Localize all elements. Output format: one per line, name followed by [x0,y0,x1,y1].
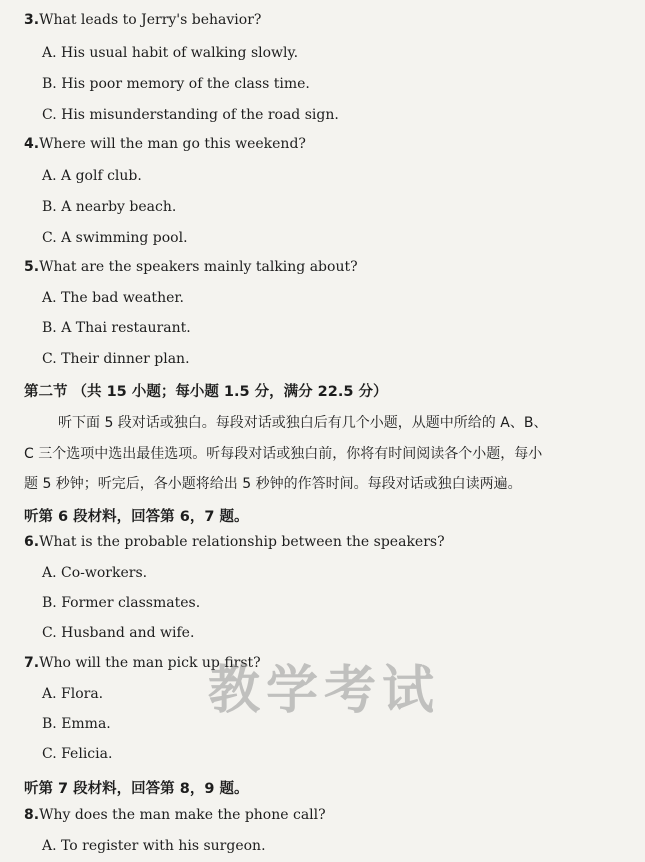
question-6-option-c: C. Husband and wife. [42,625,195,641]
question-4-option-b: B. A nearby beach. [42,199,177,215]
question-8-option-a: A. To register with his surgeon. [42,838,266,854]
material-6-heading: 听第 6 段材料，回答第 6，7 题。 [24,509,249,525]
question-number: 3. [24,12,40,28]
question-text: Where will the man go this weekend? [39,136,306,152]
question-3-option-c: C. His misunderstanding of the road sign. [42,107,339,123]
question-7-option-c: C. Felicia. [42,746,113,762]
question-6 [24,534,445,550]
material-7-heading: 听第 7 段材料，回答第 8，9 题。 [24,781,249,797]
question-3 [24,12,261,28]
question-6-option-b: B. Former classmates. [42,595,201,611]
section-2-instruction-line-2: C 三个选项中选出最佳选项。听每段对话或独白前，你将有时间阅读各个小题，每小 [24,446,543,462]
question-text: What are the speakers mainly talking about? [39,259,358,275]
question-text: What leads to Jerry's behavior? [39,12,262,28]
section-2-instruction-line-3: 题 5 秒钟；听完后，各小题将给出 5 秒钟的作答时间。每段对话或独白读两遍。 [24,476,522,492]
question-number: 8. [24,807,40,823]
question-number: 6. [24,534,40,550]
question-5 [24,259,358,275]
question-4-option-c: C. A swimming pool. [42,230,188,246]
section-2-instruction-line-1: 听下面 5 段对话或独白。每段对话或独白后有几个小题，从题中所给的 A、B、 [58,415,548,431]
watermark: 教学考试 [208,661,441,721]
question-7-option-b: B. Emma. [42,716,111,732]
question-text: Who will the man pick up first? [39,655,261,671]
question-4-option-a: A. A golf club. [42,168,142,184]
question-text: What is the probable relationship between the speakers? [39,534,445,550]
section-2-heading: 第二节 （共 15 小题；每小题 1.5 分，满分 22.5 分） [24,384,388,400]
question-4 [24,136,306,152]
question-number: 5. [24,259,40,275]
question-number: 7. [24,655,40,671]
question-7-option-a: A. Flora. [42,686,104,702]
question-3-option-b: B. His poor memory of the class time. [42,76,310,92]
question-3-option-a: A. His usual habit of walking slowly. [42,45,299,61]
question-5-option-c: C. Their dinner plan. [42,351,190,367]
question-6-option-a: A. Co-workers. [42,565,148,581]
question-number: 4. [24,136,40,152]
question-5-option-b: B. A Thai restaurant. [42,320,191,336]
question-text: Why does the man make the phone call? [39,807,326,823]
question-5-option-a: A. The bad weather. [42,290,184,306]
question-8 [24,807,326,823]
